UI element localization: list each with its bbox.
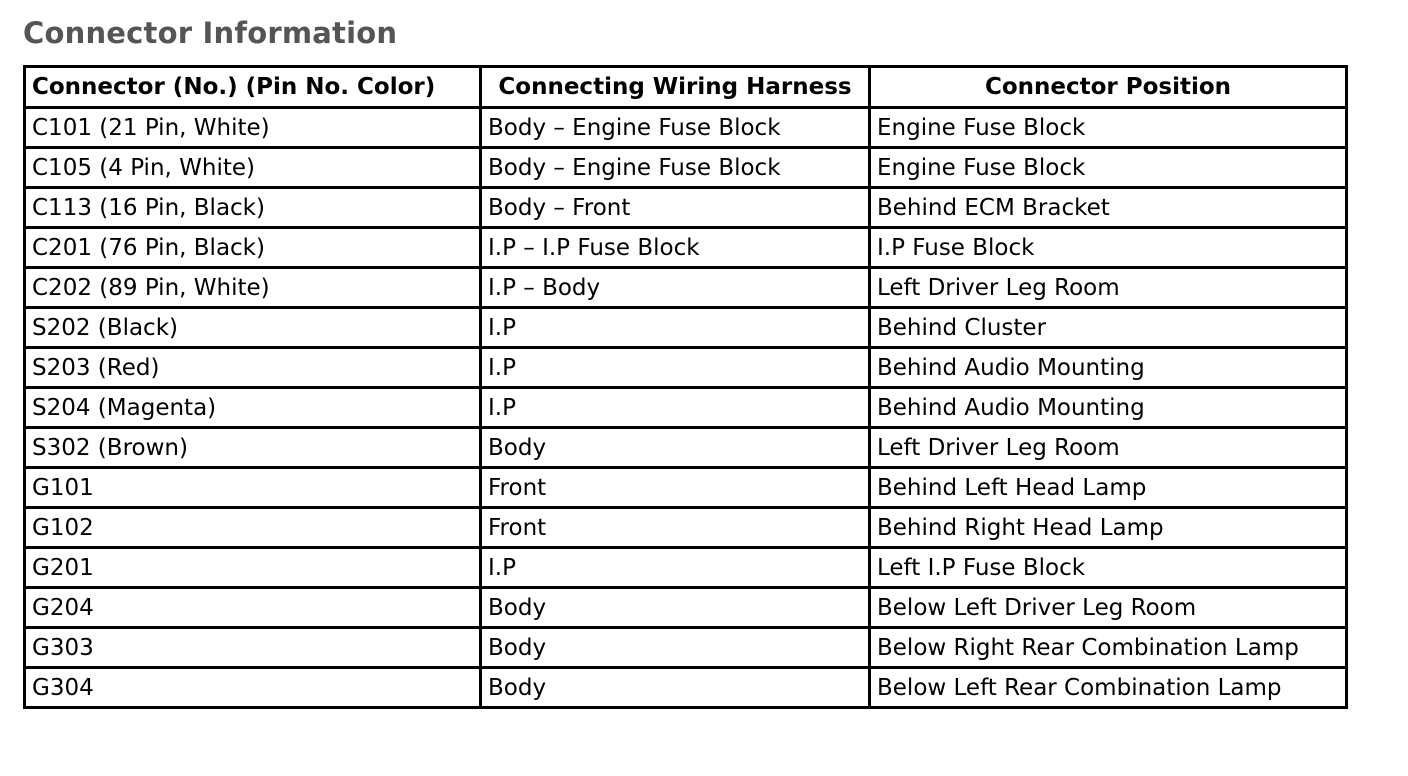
table-row bbox=[25, 668, 1347, 708]
cell-connector: G102 bbox=[25, 508, 481, 548]
table-row bbox=[25, 388, 1347, 428]
cell-wiring-harness: Body – Front bbox=[481, 188, 870, 228]
cell-connector-position: Behind Right Head Lamp bbox=[870, 508, 1347, 548]
table-row bbox=[25, 588, 1347, 628]
table-row bbox=[25, 468, 1347, 508]
cell-connector-position: Below Right Rear Combination Lamp bbox=[870, 628, 1347, 668]
cell-connector-position: Behind Audio Mounting bbox=[870, 348, 1347, 388]
cell-connector: C202 (89 Pin, White) bbox=[25, 268, 481, 308]
cell-connector: G101 bbox=[25, 468, 481, 508]
cell-connector-position: Behind Cluster bbox=[870, 308, 1347, 348]
cell-connector-position: Below Left Driver Leg Room bbox=[870, 588, 1347, 628]
cell-connector: C201 (76 Pin, Black) bbox=[25, 228, 481, 268]
table-row bbox=[25, 228, 1347, 268]
cell-wiring-harness: Front bbox=[481, 468, 870, 508]
cell-connector: G201 bbox=[25, 548, 481, 588]
cell-wiring-harness: Front bbox=[481, 508, 870, 548]
cell-wiring-harness: Body bbox=[481, 588, 870, 628]
cell-connector: G204 bbox=[25, 588, 481, 628]
cell-connector: C101 (21 Pin, White) bbox=[25, 108, 481, 148]
table-row bbox=[25, 508, 1347, 548]
table-row bbox=[25, 108, 1347, 148]
connector-table bbox=[23, 65, 1348, 709]
cell-wiring-harness: Body – Engine Fuse Block bbox=[481, 108, 870, 148]
table-row bbox=[25, 148, 1347, 188]
table-row bbox=[25, 548, 1347, 588]
column-header-connector: Connector (No.) (Pin No. Color) bbox=[25, 67, 481, 108]
cell-connector-position: Behind Left Head Lamp bbox=[870, 468, 1347, 508]
cell-connector-position: Engine Fuse Block bbox=[870, 148, 1347, 188]
cell-wiring-harness: I.P bbox=[481, 548, 870, 588]
cell-connector-position: Behind ECM Bracket bbox=[870, 188, 1347, 228]
column-header-connector-position: Connector Position bbox=[870, 67, 1347, 108]
cell-connector: S204 (Magenta) bbox=[25, 388, 481, 428]
table-row bbox=[25, 268, 1347, 308]
cell-connector-position: I.P Fuse Block bbox=[870, 228, 1347, 268]
cell-connector-position: Left Driver Leg Room bbox=[870, 428, 1347, 468]
cell-wiring-harness: I.P bbox=[481, 348, 870, 388]
cell-connector: C113 (16 Pin, Black) bbox=[25, 188, 481, 228]
cell-wiring-harness: Body bbox=[481, 668, 870, 708]
cell-wiring-harness: I.P bbox=[481, 388, 870, 428]
cell-wiring-harness: I.P – Body bbox=[481, 268, 870, 308]
cell-connector: S203 (Red) bbox=[25, 348, 481, 388]
cell-connector: S202 (Black) bbox=[25, 308, 481, 348]
cell-wiring-harness: Body bbox=[481, 628, 870, 668]
cell-wiring-harness: I.P – I.P Fuse Block bbox=[481, 228, 870, 268]
cell-connector-position: Left Driver Leg Room bbox=[870, 268, 1347, 308]
table-row bbox=[25, 428, 1347, 468]
column-header-wiring-harness: Connecting Wiring Harness bbox=[481, 67, 870, 108]
table-row bbox=[25, 628, 1347, 668]
cell-connector-position: Behind Audio Mounting bbox=[870, 388, 1347, 428]
cell-connector-position: Engine Fuse Block bbox=[870, 108, 1347, 148]
cell-wiring-harness: Body – Engine Fuse Block bbox=[481, 148, 870, 188]
cell-wiring-harness: I.P bbox=[481, 308, 870, 348]
table-row bbox=[25, 348, 1347, 388]
cell-connector: G303 bbox=[25, 628, 481, 668]
cell-connector: C105 (4 Pin, White) bbox=[25, 148, 481, 188]
table-row bbox=[25, 188, 1347, 228]
page-title: Connector Information bbox=[23, 16, 398, 50]
cell-wiring-harness: Body bbox=[481, 428, 870, 468]
table-header-row bbox=[25, 67, 1347, 108]
table-row bbox=[25, 308, 1347, 348]
cell-connector-position: Left I.P Fuse Block bbox=[870, 548, 1347, 588]
cell-connector: S302 (Brown) bbox=[25, 428, 481, 468]
cell-connector: G304 bbox=[25, 668, 481, 708]
cell-connector-position: Below Left Rear Combination Lamp bbox=[870, 668, 1347, 708]
